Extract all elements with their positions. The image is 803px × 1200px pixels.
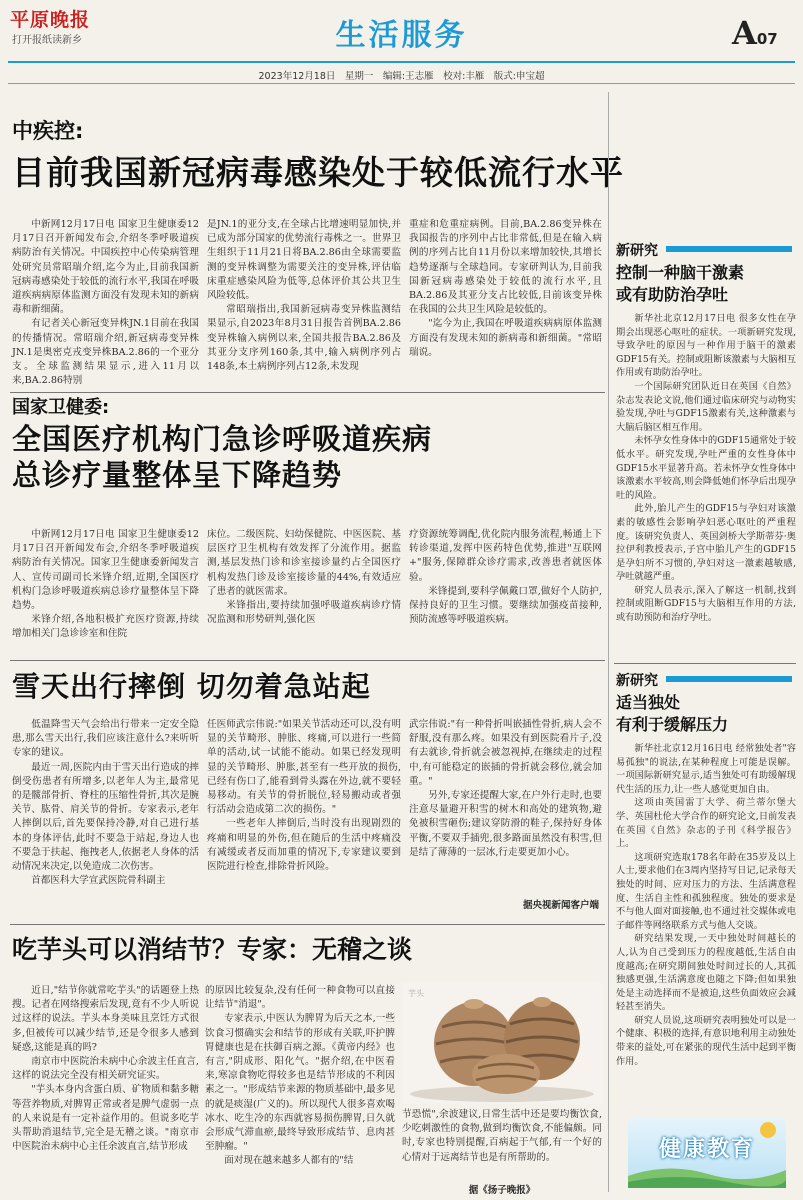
paragraph: 床位。二级医院、妇幼保健院、中医医院、基层医疗卫生机构有效发挥了分流作用。据监测,基层发热门诊和诊室接诊量约占全国医疗机构发热门诊及诊室接诊量的44%,有效适应了患者的就医需求。	[207, 529, 401, 597]
paragraph: 米锋提到,要科学佩戴口罩,做好个人防护,保持良好的卫生习惯。要继续加强疫苗接种,预防流感等呼吸道疾病。	[409, 585, 602, 626]
article4-source: 据《扬子晚报》	[468, 1185, 536, 1196]
article4-title: 吃芋头可以消结节？专家：无稽之谈	[12, 935, 413, 964]
page-number	[732, 14, 778, 52]
paragraph: 任医师武宗伟说:"如果关节活动还可以,没有明显的关节畸形、肿胀、疼痛,可以进行一些简单的活动,试一试能不能动。如果已经发现明显的关节畸形、肿胀,甚至有一些开放的损伤,已经有伤口了,能看到骨头露在外边,就不要轻易移动。有关节的骨折脱位,轻易搬动或者强行活动会造成第二次的损伤。"	[207, 719, 401, 816]
page-letter: A	[732, 14, 757, 52]
paragraph: 南京市中医院治未病中心余波主任直言,这样的说法完全没有相关研究证实。	[12, 1056, 199, 1082]
article2-kicker: 国家卫健委:	[12, 397, 110, 418]
article4-col2	[205, 984, 395, 1196]
section-title: 生活服务	[335, 18, 468, 53]
health-education-text: 健康教育	[658, 1137, 755, 1162]
sidebar2-tag: 新研究	[616, 673, 658, 689]
article4-col3	[402, 1108, 602, 1180]
photo-alt: 芋头	[408, 989, 424, 998]
paragraph: 最近一周,医院内由于雪天出行造成的摔倒受伤患者有所增多,以老年人为主,最常见的是髋部骨折、脊柱的压缩性骨折,其次是腕关节、肱骨、肩关节的骨折。专家表示,老年人摔倒以后,首先要保持冷静,对自己进行基本的身体评估,此时不要急于站起,身边人也不要急于扶起、拖拽老人,依据老人身体的活动情况来决定,以免造成二次伤害。	[12, 761, 199, 873]
article1-bottom-rule	[10, 392, 605, 393]
paragraph: 低温降雪天气会给出行带来一定安全隐患,那么雪天出行,我们应该注意什么?来听听专家的建议。	[12, 719, 199, 759]
article4-col1	[12, 984, 199, 1196]
sidebar2-title-line2: 有利于缓解压力	[616, 715, 729, 734]
paragraph: 专家表示,中医认为脾胃为后天之本,一些饮食习惯确实会和结节的形成有关联,吓护脾胃健康也是在扶御百病之源。《黄帝内经》也有言,"阴成形、阳化气。"据介绍,在中医看来,寒凉食物吃得较多也是结节形成的不利因素之一。"形成结节来源的物质基础中,最多见的就是痰湿(广义的)。所以现代人很多喜欢喝冰水、吃生冷的东西就容易损伤脾胃,日久就会形成气滞血瘀,最终导致形成结节、息肉甚至肿瘤。"	[205, 1013, 395, 1153]
article3-bottom-rule	[10, 924, 605, 925]
article3-col1	[12, 718, 199, 918]
paragraph: 另外,专家还提醒大家,在户外行走时,也要注意尽量避开积雪的树木和高处的建筑物,避免被积雪砸伤;建议穿防滑的鞋子,保持好身体平衡,不要双手插兜,很多路面虽然没有积雪,但是结了薄薄的一层冰,行走要更加小心。	[409, 790, 602, 858]
sidebar1-title-line1: 控制一种脑干激素	[616, 263, 745, 282]
paragraph: 武宗伟说:"有一种骨折叫嵌插性骨折,病人会不舒服,没有那么疼。如果没有到医院看片子,没有去就诊,骨折就会被忽视掉,在继续走的过程中,有可能稳定的嵌插的骨折就会移位,就会加重。"	[409, 719, 602, 787]
sidebar1-tag: 新研究	[616, 243, 658, 259]
paragraph: 中新网12月17日电 国家卫生健康委12月17日召开新闻发布会,介绍冬季呼吸道疾病防治有关情况。国家卫生健康委新闻发言人、宣传司副司长米锋介绍,近期,全国医疗机构门急诊呼吸道疾病总诊疗量整体呈下降趋势。	[12, 529, 199, 612]
health-education-logo	[628, 1118, 786, 1188]
article1-col2	[207, 218, 401, 378]
paragraph: 疗资源统筹调配,优化院内服务流程,畅通上下转诊渠道,发挥中医药特色优势,推进"互联网+"服务,保障群众诊疗需求,改善患者就医体验。	[409, 529, 602, 583]
sidebar2-title-line1: 适当独处	[616, 693, 681, 712]
paragraph: 米锋指出,要持续加强呼吸道疾病诊疗情况监测和形势研判,强化医	[207, 600, 401, 626]
logo: 平原晚报	[10, 9, 91, 31]
masthead	[0, 0, 803, 82]
paragraph: 是JN.1的亚分支,在全球占比增速明显加快,并已成为部分国家的优势流行毒株之一。世界卫生组织于11月21日将BA.2.86由全球需要监测的变异株调整为需要关注的变异株,评估临床重症感染风险为低等,总体评价其公共卫生风险较低。	[207, 219, 401, 302]
paragraph: 这项研究选取178名年龄在35岁及以上人士,要求他们在3周内坚持写日记,记录每天独处的时间、应对压力的方法、生活满意程度、生活自主性和孤独程度。独处的要求是不与他人面对面接触,也不通过社交媒体或电子邮件等网络联系方式与他人交谈。	[616, 851, 796, 931]
paragraph: 的原因比较复杂,没有任何一种食物可以直接让结节"消退"。	[205, 985, 395, 1011]
paragraph: 近日,"结节你就常吃芋头"的话题登上热搜。记者在网络搜索后发现,竟有不少人听说过这样的说法。芋头本身美味且烹饪方式很多,但被传可以减少结节,还是令很多人感到疑惑,这能是真的吗?	[12, 985, 199, 1053]
paragraph: 有记者关心新冠变异株JN.1目前在我国的传播情况。常昭瑞介绍,新冠病毒变异株JN.1是奥密克戎变异株BA.2.86的一个亚分支。全球监测结果显示,进入11月以来,BA.2.86特别	[12, 318, 199, 387]
paragraph: 新华社北京12月16日电 经常独处者"容易孤独"的说法,在某种程度上可能是误解。一项国际新研究显示,适当独处可有助缓解现代生活的压力,让一些人感觉更加自由。	[616, 743, 796, 795]
article3-col3	[409, 718, 602, 896]
paragraph: 此外,胎儿产生的GDF15与孕妇对该激素的敏感性会影响孕妇恶心呕吐的严重程度。该研究负责人、英国剑桥大学斯蒂芬·奥拉伊利教授表示,子宫中胎儿产生的GDF15是孕妇所不习惯的,孕妇对这一激素越敏感,孕吐就越严重。	[616, 503, 796, 583]
article1-title: 目前我国新冠病毒感染处于较低流行水平	[12, 153, 624, 192]
sidebar1-tag-bar	[666, 246, 792, 252]
paragraph: 常昭瑞指出,我国新冠病毒变异株监测结果显示,自2023年8月31日报告首例BA.2.86变异株输入病例以来,全国共报告BA.2.86及其亚分支序列160条,其中,输入病例序列占148条,本土病例序列占12条,未发现	[207, 304, 401, 373]
taro-3	[472, 1054, 540, 1094]
paragraph: 中新网12月17日电 国家卫生健康委12月17日召开新闻发布会,介绍冬季呼吸道疾病防治有关情况。中国疾控中心传染病管理处研究员常昭瑞介绍,迄今为止,目前我国新冠病毒感染处于较低的流行水平,我国在呼吸道疾病病原体监测方面没有发现未知的新病毒和新细菌。	[12, 219, 199, 316]
logo-slogan: 打开报纸读新乡	[12, 35, 82, 46]
paragraph: 新华社北京12月17日电 很多女性在孕期会出现恶心呕吐的症状。一项新研究发现,导致孕吐的原因与一种作用于脑干的激素GDF15有关。控制或阻断该激素与大脑相互作用或有助防治孕吐。	[616, 313, 796, 379]
sidebar1-bottom-rule	[614, 663, 796, 664]
taro-illustration	[402, 982, 602, 1104]
paragraph: 这项由英国雷丁大学、荷兰蒂尔堡大学、英国杜伦大学合作的研究论文,日前发表在英国《自然》杂志的子刊《科学报告》上。	[616, 797, 796, 850]
article1-col3	[409, 218, 602, 378]
article2-bottom-rule	[10, 660, 605, 661]
paragraph: 节恐慌",余波建议,日常生活中还是要均衡饮食,少吃刺激性的食物,做到均衡饮食,不能偏颇。同时,专家也特别提醒,百病起于气郁,有一个好的心情对于远离结节也是有所帮助的。	[402, 1109, 602, 1163]
article2-col3	[409, 528, 602, 646]
paragraph: 面对现在越来越多人都有的"结	[224, 1155, 354, 1167]
paragraph: 首都医科大学宣武医院骨科副主	[31, 875, 166, 887]
paragraph: 研究结果发现,一天中独处时间越长的人,认为自己受到压力的程度越低,生活自由度越高;在研究期间独处时间过长的人,其孤独感更强,生活满意度也随之下降;但如果独处是主动选择而不是被迫,这些负面效应会减轻甚至消失。	[616, 933, 796, 1013]
sidebar1-body	[616, 312, 796, 650]
paragraph: 未怀孕女性身体中的GDF15通常处于较低水平。研究发现,孕吐严重的女性身体中GDF15水平显著升高。若未怀孕女性身体中该激素水平较高,则会降低她们怀孕后出现孕吐的风险。	[616, 435, 796, 501]
article3-title: 雪天出行摔倒 切勿着急站起	[12, 670, 371, 703]
paragraph: 米锋介绍,各地积极扩充医疗资源,持续增加相关门急诊诊室和住院	[12, 614, 199, 640]
article3-col2	[207, 718, 401, 918]
dateline: 2023年12月18日 星期一 编辑:王志雁 校对:丰雁 版式:申宝超	[258, 71, 545, 82]
masthead-rule-bottom	[8, 83, 795, 84]
paragraph: "芋头本身内含蛋白质、矿物质和黏多糖等营养物质,对脾胃正常或者是脾气虚弱一点的人来说是有一定补益作用的。但说多吃芋头帮助消退结节,完全是无稽之谈。"南京市中医院治未病中心主任余波直言,结节形成	[12, 1084, 199, 1153]
taro-photo	[402, 982, 602, 1104]
paragraph: 研究人员说,这项研究表明独处可以是一个健康、积极的选择,有意识地利用主动独处带来的益处,可在紧张的现代生活中起到平衡作用。	[616, 1014, 796, 1067]
page-digits: 07	[756, 30, 778, 48]
article2-title-line2: 总诊疗量整体呈下降趋势	[12, 458, 343, 492]
article2-col1	[12, 528, 199, 646]
article3-source: 据央视新闻客户端	[522, 900, 599, 911]
paragraph: 研究人员表示,深入了解这一机制,找到控制或阻断GDF15与大脑相互作用的方法,或有助预防和治疗孕吐。	[616, 584, 796, 624]
paragraph: "迄今为止,我国在呼吸道疾病病原体监测方面没有发现未知的新病毒和新细菌。"常昭瑞说。	[409, 318, 602, 358]
paragraph: 一个国际研究团队近日在英国《自然》杂志发表论文说,他们通过临床研究与动物实验发现,孕吐与GDF15激素有关,这种激素与大脑后脑区相互作用。	[616, 380, 796, 433]
sidebar2-body	[616, 742, 796, 1096]
article1-col1	[12, 218, 199, 387]
article2-title-line1: 全国医疗机构门急诊呼吸道疾病	[12, 422, 433, 456]
sidebar2-tag-bar	[666, 676, 792, 682]
article1-kicker: 中疾控:	[12, 119, 84, 143]
masthead-rule-top	[8, 61, 795, 63]
sidebar-divider	[608, 92, 609, 1192]
paragraph: 一些老年人摔倒后,当时没有出现剧烈的疼痛和明显的外伤,但在随后的生活中疼痛没有减缓或者反而加重的情况下,专家建议要到医院进行检查,排除骨折风险。	[207, 818, 401, 873]
paragraph: 重症和危重症病例。目前,BA.2.86变异株在我国报告的序列中占比非常低,但是在输入病例的序列占比自11月份以来增加较快,其增长趋势逐渐与全球趋同。专家研判认为,目前我国新冠病毒感染处于较低的流行水平,且BA.2.86及其亚分支占比较低,目前该变异株在我国的公共卫生风险是较低的。	[409, 219, 602, 316]
article2-col2	[207, 528, 401, 646]
sidebar1-title-line2: 或有助防治孕吐	[616, 285, 729, 304]
